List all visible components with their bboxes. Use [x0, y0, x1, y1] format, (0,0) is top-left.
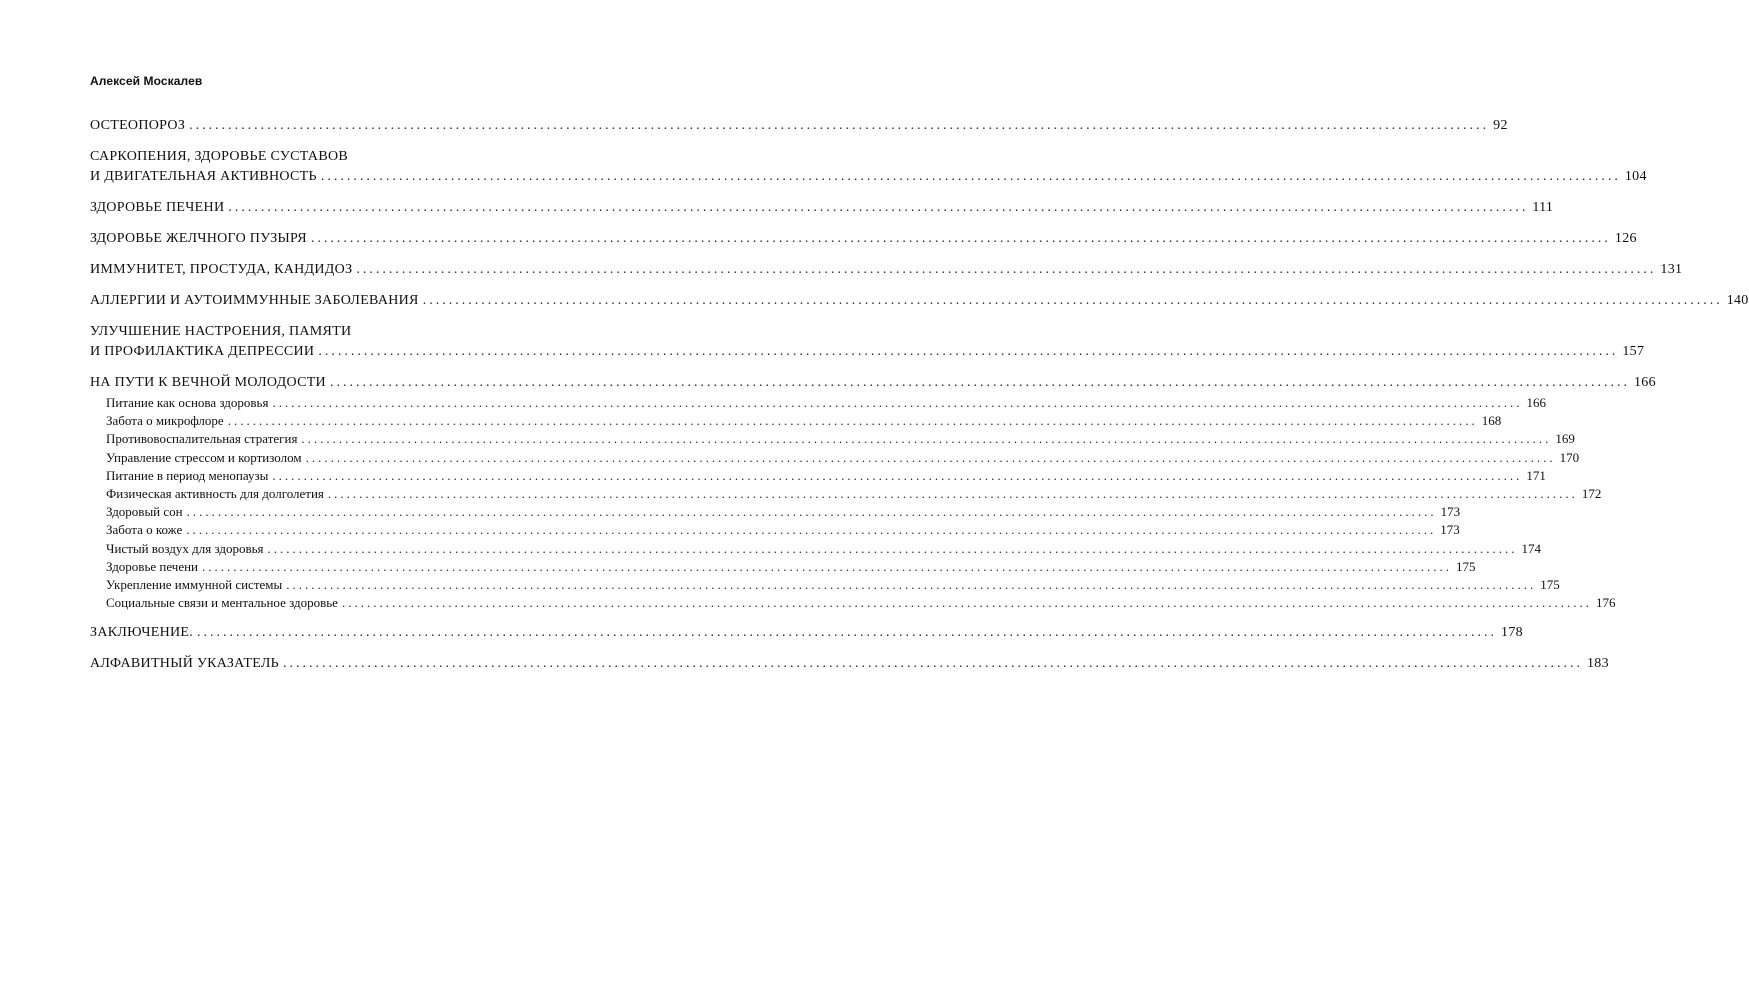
dot-leader: ........................................................................................................................................................................................................ [189, 118, 1490, 133]
toc-entry-title: Забота о коже [106, 522, 183, 538]
page-number: 172 [1581, 486, 1602, 502]
toc-entry [90, 229, 1637, 249]
toc-entry-title: НА ПУТИ К ВЕЧНОЙ МОЛОДОСТИ [90, 375, 326, 390]
toc-entry-title: Здоровье печени [106, 558, 199, 574]
dot-leader: ........................................................................................................................................................................................................ [283, 656, 1583, 672]
dot-leader: ........................................................................................................................................................................................................ [327, 486, 1578, 502]
dot-leader: ........................................................................................................................................................................................................ [422, 293, 1723, 308]
toc-subentry [90, 449, 1580, 467]
toc-entry [90, 260, 1683, 280]
toc-entry [90, 147, 1647, 187]
toc-subentry [90, 485, 1602, 503]
page-number: 131 [1660, 262, 1683, 277]
page-number: 175 [1540, 577, 1560, 593]
page-number: 166 [1526, 395, 1546, 410]
page-number: 169 [1555, 431, 1575, 447]
toc-subentry [90, 540, 1542, 558]
toc-subentry [90, 394, 1546, 412]
toc-entry-title: АЛФАВИТНЫЙ УКАЗАТЕЛЬ [90, 656, 279, 672]
toc-entry-title: ИММУНИТЕТ, ПРОСТУДА, КАНДИДОЗ [90, 262, 353, 277]
toc-subentry [90, 467, 1546, 485]
dot-leader: ........................................................................................................................................................................................................ [186, 522, 1437, 538]
toc-subentry [90, 412, 1502, 430]
toc-entry-title: ОСТЕОПОРОЗ [90, 118, 186, 133]
dot-leader: ........................................................................................................................................................................................................ [272, 467, 1523, 483]
page-number: 111 [1532, 200, 1554, 215]
dot-leader: ........................................................................................................................................................................................................ [228, 200, 1529, 215]
toc-entry [90, 116, 1508, 136]
toc-entry-title: Укрепление иммунной системы [106, 577, 283, 593]
page-number: 176 [1595, 595, 1616, 611]
toc-subentry [90, 576, 1560, 594]
dot-leader: ........................................................................................................................................................................................................ [272, 395, 1523, 410]
toc-entry [90, 623, 1523, 643]
page-number: 175 [1456, 558, 1476, 574]
dot-leader: ........................................................................................................................................................................................................ [286, 577, 1537, 593]
toc-entry-title: Чистый воздух для здоровья [106, 540, 264, 556]
toc-entry [90, 322, 1645, 362]
toc-entry-title: ЗДОРОВЬЕ ПЕЧЕНИ [90, 200, 225, 215]
toc-subentry [90, 503, 1461, 521]
dot-leader: ........................................................................................................................................................................................................ [356, 262, 1657, 277]
toc-entry [90, 198, 1554, 218]
toc-subentry [90, 430, 1575, 448]
page-number: 166 [1633, 375, 1656, 390]
toc-entry-title: Здоровый сон [106, 504, 183, 520]
toc-entry-title: АЛЛЕРГИИ И АУТОИММУННЫЕ ЗАБОЛЕВАНИЯ [90, 293, 419, 308]
toc-entry-title: ЗАКЛЮЧЕНИЕ. [90, 625, 194, 641]
dot-leader: ........................................................................................................................................................................................................ [202, 558, 1453, 574]
toc-entry [90, 291, 1749, 311]
dot-leader: ........................................................................................................................................................................................................ [318, 344, 1619, 359]
page-number: 157 [1622, 344, 1645, 359]
page-number: 173 [1440, 522, 1460, 538]
toc-entry-title: И ДВИГАТЕЛЬНАЯ АКТИВНОСТЬ [90, 169, 317, 184]
page-number: 173 [1440, 504, 1461, 520]
toc-entry-title: Питание в период менопаузы [106, 467, 269, 483]
toc-subentry [90, 521, 1460, 539]
page-number: 171 [1526, 467, 1546, 483]
toc-entry-title: Питание как основа здоровья [106, 395, 269, 410]
page-number: 178 [1501, 625, 1523, 641]
toc-entry-title: И ПРОФИЛАКТИКА ДЕПРЕССИИ [90, 344, 315, 359]
dot-leader: ........................................................................................................................................................................................................ [329, 375, 1630, 390]
page-number: 168 [1481, 413, 1502, 429]
dot-leader: ........................................................................................................................................................................................................ [267, 540, 1518, 556]
page-number: 174 [1521, 540, 1542, 556]
dot-leader: ........................................................................................................................................................................................................ [186, 504, 1437, 520]
toc-entry-title: ЗДОРОВЬЕ ЖЕЛЧНОГО ПУЗЫРЯ [90, 231, 307, 246]
page-number: 183 [1587, 656, 1609, 672]
dot-leader: ........................................................................................................................................................................................................ [341, 595, 1592, 611]
dot-leader: ........................................................................................................................................................................................................ [227, 413, 1478, 429]
toc-entry-title: Забота о микрофлоре [106, 413, 224, 429]
toc-entry-title: Физическая активность для долголетия [106, 486, 324, 502]
page-number: 140 [1726, 293, 1749, 308]
toc-entry [90, 654, 1609, 674]
dot-leader: ........................................................................................................................................................................................................ [310, 231, 1611, 246]
toc-entry-title: Управление стрессом и кортизолом [106, 449, 302, 465]
dot-leader: ........................................................................................................................................................................................................ [305, 449, 1556, 465]
page-number: 170 [1559, 449, 1580, 465]
toc-subentry [90, 558, 1476, 576]
page-number: 92 [1493, 118, 1508, 133]
author-name: Алексей Москалев [90, 74, 203, 88]
toc-entry-title: Социальные связи и ментальное здоровье [106, 595, 338, 611]
toc-entry [90, 373, 1656, 393]
toc-subentry [90, 594, 1616, 612]
table-of-contents [90, 116, 1749, 674]
toc-entry-title: САРКОПЕНИЯ, ЗДОРОВЬЕ СУСТАВОВ [90, 149, 349, 164]
toc-entry-title: Противовоспалительная стратегия [106, 431, 298, 447]
page-number: 104 [1624, 169, 1647, 184]
toc-entry-title: УЛУЧШЕНИЕ НАСТРОЕНИЯ, ПАМЯТИ [90, 324, 352, 339]
page-number: 126 [1614, 231, 1637, 246]
dot-leader: ........................................................................................................................................................................................................ [301, 431, 1552, 447]
dot-leader: ........................................................................................................................................................................................................ [320, 169, 1621, 184]
dot-leader: ........................................................................................................................................................................................................ [197, 625, 1498, 641]
